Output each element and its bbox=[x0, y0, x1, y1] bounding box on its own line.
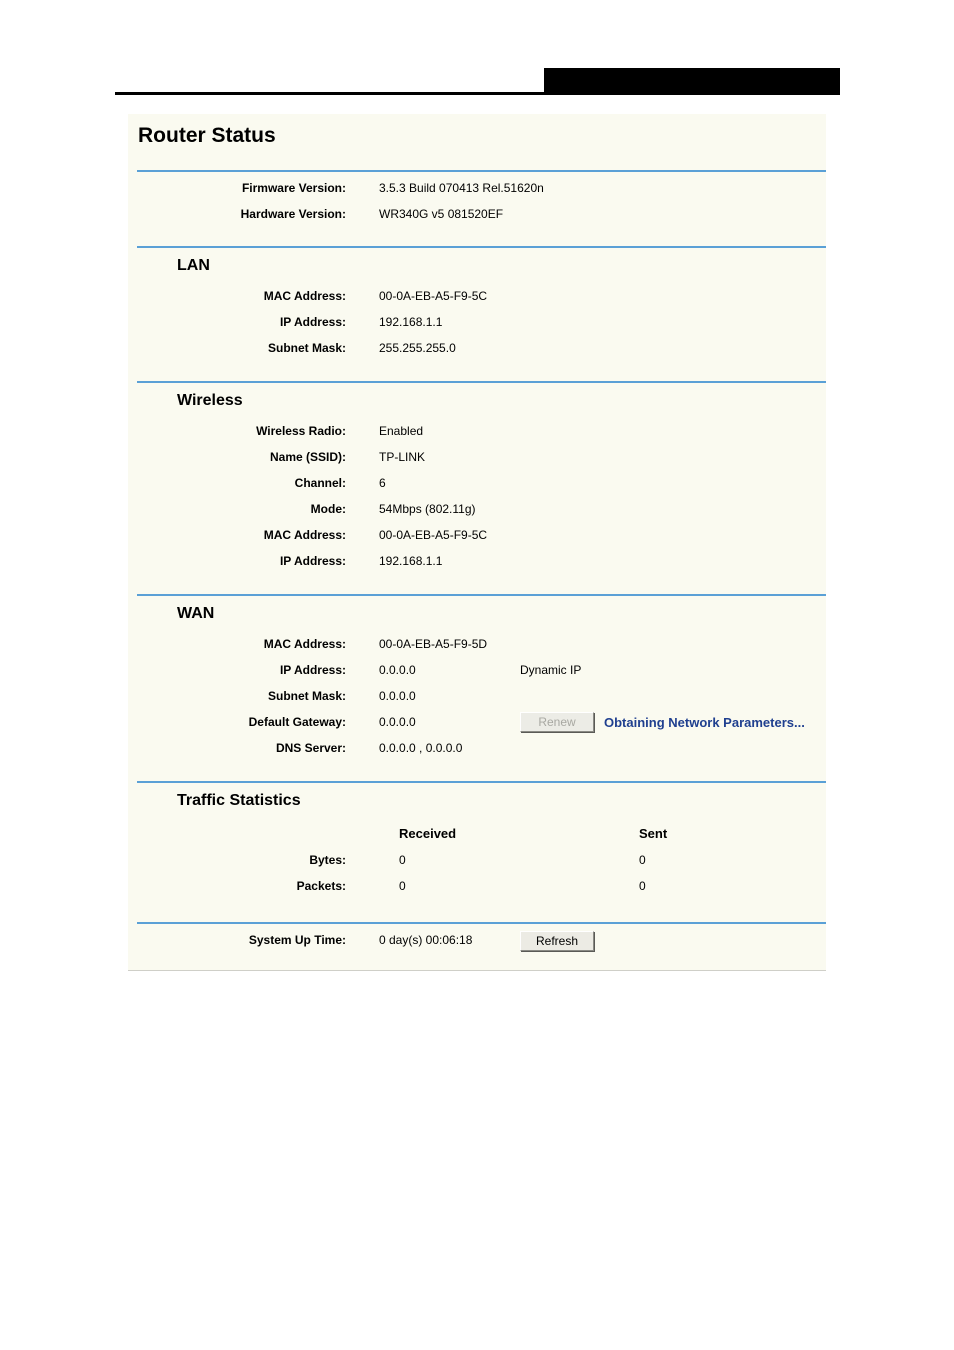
traffic-packets-label: Packets: bbox=[296, 879, 346, 893]
traffic-packets-sent: 0 bbox=[639, 879, 646, 893]
traffic-sent-header: Sent bbox=[639, 826, 668, 841]
wan-status-message: Obtaining Network Parameters... bbox=[604, 715, 805, 730]
section-divider bbox=[137, 781, 826, 783]
wan-ip-value: 0.0.0.0 bbox=[379, 663, 416, 677]
wan-ip-label: IP Address: bbox=[279, 663, 346, 677]
lan-ip-value: 192.168.1.1 bbox=[379, 315, 443, 329]
wireless-mac-label: MAC Address: bbox=[263, 528, 346, 542]
renew-button[interactable]: Renew bbox=[520, 712, 594, 732]
refresh-button[interactable]: Refresh bbox=[520, 931, 594, 951]
wireless-ssid-value: TP-LINK bbox=[379, 450, 426, 464]
wan-mask-value: 0.0.0.0 bbox=[379, 689, 416, 703]
router-status-panel bbox=[128, 114, 826, 971]
traffic-section-title: Traffic Statistics bbox=[177, 792, 301, 809]
wan-dns-value: 0.0.0.0 , 0.0.0.0 bbox=[379, 741, 463, 755]
wireless-ssid-label: Name (SSID): bbox=[269, 450, 346, 464]
header-rule bbox=[115, 92, 545, 95]
uptime-label: System Up Time: bbox=[248, 933, 346, 947]
traffic-packets-received: 0 bbox=[399, 879, 406, 893]
uptime-value: 0 day(s) 00:06:18 bbox=[379, 933, 473, 947]
wan-connection-type: Dynamic IP bbox=[520, 663, 582, 677]
wan-mac-label: MAC Address: bbox=[263, 637, 346, 651]
lan-mask-label: Subnet Mask: bbox=[267, 341, 346, 355]
page-title: Router Status bbox=[138, 124, 276, 147]
traffic-received-header: Received bbox=[399, 826, 457, 841]
hardware-label: Hardware Version: bbox=[240, 207, 346, 221]
lan-mask-value: 255.255.255.0 bbox=[379, 341, 456, 355]
wan-gateway-value: 0.0.0.0 bbox=[379, 715, 416, 729]
wireless-mode-label: Mode: bbox=[310, 502, 346, 516]
lan-ip-label: IP Address: bbox=[279, 315, 346, 329]
firmware-label: Firmware Version: bbox=[241, 181, 346, 195]
header-black-block bbox=[544, 68, 840, 95]
wan-dns-label: DNS Server: bbox=[275, 741, 346, 755]
wireless-radio-value: Enabled bbox=[379, 424, 424, 438]
wireless-channel-label: Channel: bbox=[294, 476, 346, 490]
traffic-bytes-sent: 0 bbox=[639, 853, 646, 867]
firmware-value: 3.5.3 Build 070413 Rel.51620n bbox=[379, 181, 544, 195]
section-divider bbox=[137, 381, 826, 383]
wireless-mode-value: 54Mbps (802.11g) bbox=[379, 502, 476, 516]
traffic-bytes-label: Bytes: bbox=[309, 853, 346, 867]
wireless-ip-label: IP Address: bbox=[279, 554, 346, 568]
lan-mac-value: 00-0A-EB-A5-F9-5C bbox=[379, 289, 488, 303]
wireless-mac-value: 00-0A-EB-A5-F9-5C bbox=[379, 528, 488, 542]
section-divider bbox=[137, 170, 826, 172]
wireless-section-title: Wireless bbox=[177, 392, 243, 409]
lan-mac-label: MAC Address: bbox=[263, 289, 346, 303]
section-divider bbox=[137, 246, 826, 248]
wan-mac-value: 00-0A-EB-A5-F9-5D bbox=[379, 637, 488, 651]
lan-section-title: LAN bbox=[177, 257, 210, 274]
wan-gateway-label: Default Gateway: bbox=[248, 715, 346, 729]
wan-section-title: WAN bbox=[177, 605, 215, 622]
traffic-bytes-received: 0 bbox=[399, 853, 406, 867]
wireless-ip-value: 192.168.1.1 bbox=[379, 554, 443, 568]
wireless-channel-value: 6 bbox=[379, 476, 386, 490]
section-divider bbox=[137, 922, 826, 924]
wireless-radio-label: Wireless Radio: bbox=[256, 424, 346, 438]
wan-mask-label: Subnet Mask: bbox=[267, 689, 346, 703]
hardware-value: WR340G v5 081520EF bbox=[379, 207, 504, 221]
section-divider bbox=[137, 594, 826, 596]
